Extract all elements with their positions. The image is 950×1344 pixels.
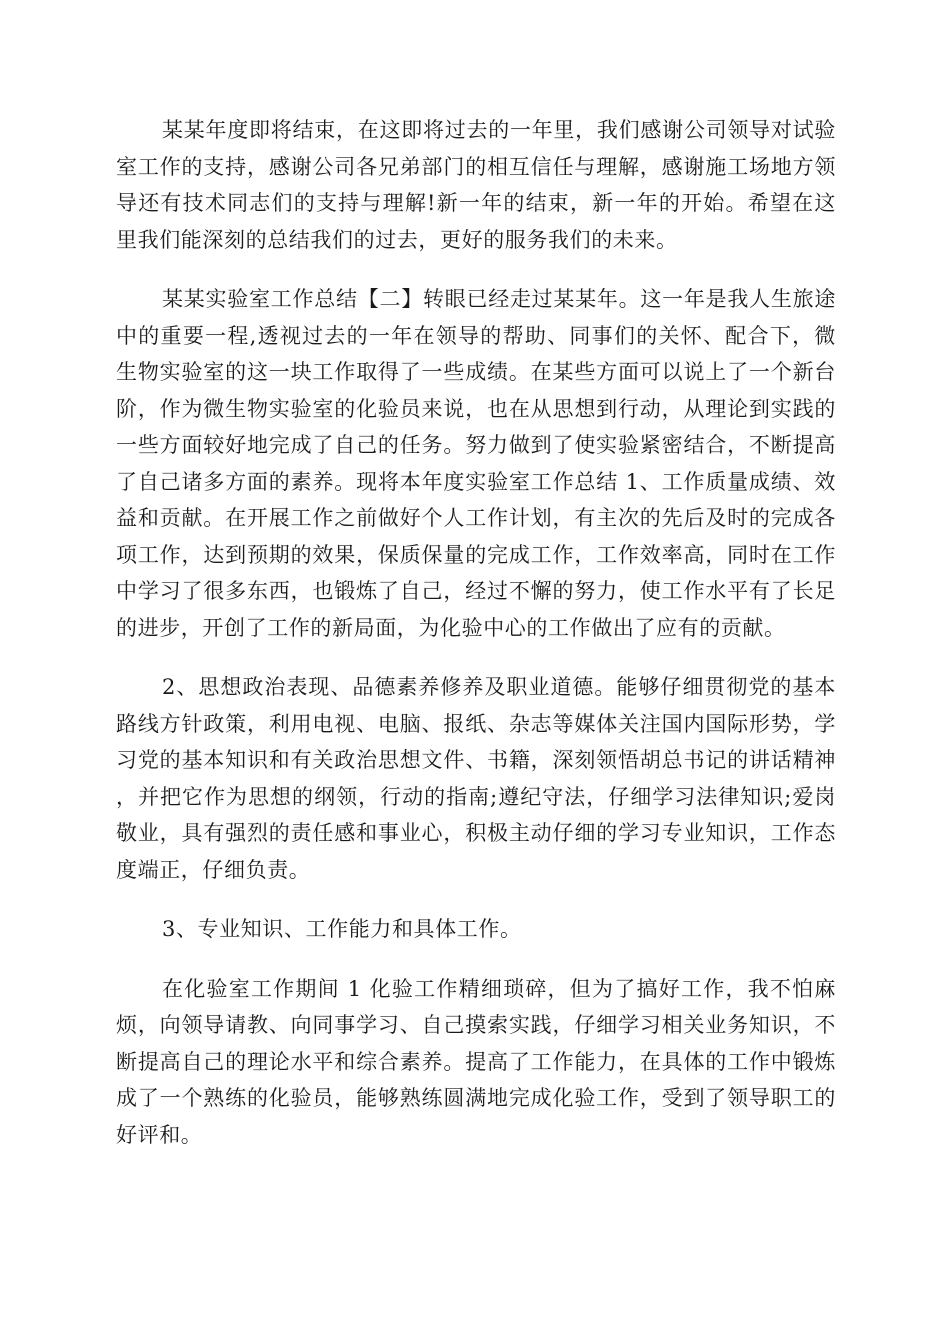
paragraph-1: 某某年度即将结束，在这即将过去的一年里，我们感谢公司领导对试验室工作的支持，感谢公司各兄弟部门的相互信任与理解，感谢施工场地方领导还有技术同志们的支持与理解!新一年的结束，新一年的开始。希望在这里我们能深刻的总结我们的过去，更好的服务我们的未来。 — [116, 118, 836, 252]
paragraph-2: 某某实验室工作总结【二】转眼已经走过某某年。这一年是我人生旅途中的重要一程,透视过去的一年在领导的帮助、同事们的关怀、配合下，微生物实验室的这一块工作取得了一些成绩。在某些方面可以说上了一个新台阶，作为微生物实验室的化验员来说，也在从思想到行动，从理论到实践的一些方面较好地完成了自己的任务。努力做到了使实验紧密结合，不断提高了自己诸多方面的素养。现将本年度实验室工作总结 1、工作质量成绩、效益和贡献。在开展工作之前做好个人工作计划，有主次的先后及时的完成各项工作，达到预期的效果，保质保量的完成工作，工作效率高，同时在工作中学习了很多东西，也锻炼了自己，经过不懈的努力，使工作水平有了长足的进步，开创了工作的新局面，为化验中心的工作做出了应有的贡献。 — [116, 287, 836, 640]
paragraph-3: 2、思想政治表现、品德素养修养及职业道德。能够仔细贯彻党的基本路线方针政策，利用电视、电脑、报纸、杂志等媒体关注国内国际形势，学习党的基本知识和有关政治思想文件、书籍，深刻领悟胡总书记的讲话精神，并把它作为思想的纲领，行动的指南;遵纪守法，仔细学习法律知识;爱岗敬业，具有强烈的责任感和事业心，积极主动仔细的学习专业知识，工作态度端正，仔细负责。 — [116, 675, 836, 882]
paragraph-5: 在化验室工作期间 1 化验工作精细琐碎，但为了搞好工作，我不怕麻烦，向领导请教、向同事学习、自己摸索实践，仔细学习相关业务知识，不断提高自己的理论水平和综合素养。提高了工作能力，在具体的工作中锻炼成了一个熟练的化验员，能够熟练圆满地完成化验工作，受到了领导职工的好评和。 — [116, 976, 836, 1147]
document-body — [116, 112, 836, 1153]
paragraph-4: 3、专业知识、工作能力和具体工作。 — [162, 917, 522, 941]
